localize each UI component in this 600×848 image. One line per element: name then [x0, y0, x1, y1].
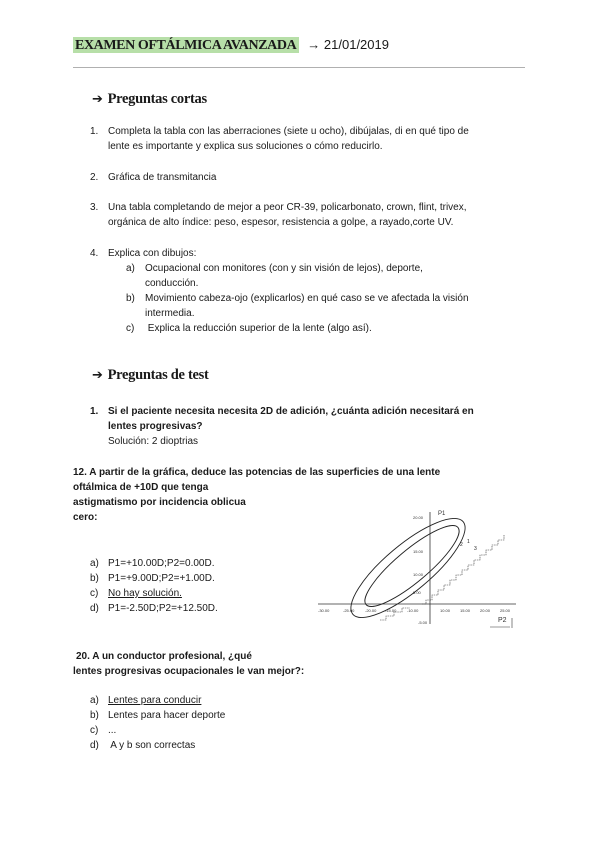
- option-text: P1=+9.00D;P2=+1.00D.: [108, 573, 215, 584]
- curve-label: 1: [467, 539, 470, 545]
- x-tick-label: 20.00: [480, 608, 491, 613]
- answer-option[interactable]: [90, 586, 218, 601]
- list-item-text: Gráfica de transmitancia: [108, 172, 217, 183]
- option-text: No hay solución.: [108, 588, 182, 599]
- list-item-text: lente es importante y explica sus soluciones o cómo reducirlo.: [108, 141, 383, 152]
- option-text: A y b son correctas: [108, 740, 196, 751]
- question-text: Si el paciente necesita necesita 2D de adición, ¿cuánta adición necesitará en: [108, 406, 474, 417]
- y-axis-label: P1: [438, 511, 446, 517]
- answer-option[interactable]: [90, 708, 225, 723]
- x-axis-label: P2: [498, 617, 507, 624]
- list-item-text: orgánica de alto índice: peso, espesor, resistencia a golpe, a rayado,corte UV.: [108, 217, 454, 228]
- stepped-curve: [422, 535, 504, 604]
- list-number: 2.: [90, 172, 99, 183]
- sub-list-text: intermedia.: [145, 308, 195, 319]
- list-number: 4.: [90, 248, 99, 259]
- list-number: 3.: [90, 202, 99, 213]
- question-text: oftálmica de +10D que tenga: [73, 482, 209, 493]
- question-text: astigmatismo por incidencia oblicua: [73, 497, 246, 508]
- sub-list-text: conducción.: [145, 278, 199, 289]
- power-surface-graph: [310, 506, 522, 634]
- answer-option[interactable]: [90, 738, 225, 753]
- question-20-options: [90, 693, 225, 753]
- x-tick-label: -15.00: [385, 608, 397, 613]
- x-tick-label: -30.00: [318, 608, 330, 613]
- answer-option[interactable]: [90, 723, 225, 738]
- x-tick-label: -10.00: [407, 608, 419, 613]
- question-number: 1.: [90, 406, 99, 417]
- option-letter: c): [90, 588, 99, 599]
- bottom-tick-label: -5.00: [418, 620, 428, 625]
- list-number: 1.: [90, 126, 99, 137]
- y-tick-label: 20.00: [413, 515, 424, 520]
- question-12-options: [90, 556, 218, 616]
- sub-list-letter: c): [126, 323, 135, 334]
- list-item-text: Completa la tabla con las aberraciones (siete u ocho), dibújalas, di en qué tipo de: [108, 126, 469, 137]
- option-letter: d): [90, 740, 99, 751]
- section-title: Preguntas de test: [107, 367, 209, 383]
- list-item: [90, 170, 216, 185]
- exam-date: → 21/01/2019: [307, 37, 389, 52]
- list-item-text: Una tabla completando de mejor a peor CR-39, policarbonato, crown, flint, trivex,: [108, 202, 467, 213]
- question-answer: Solución: 2 dioptrias: [108, 436, 199, 447]
- list-item: [90, 200, 467, 230]
- option-letter: b): [90, 710, 99, 721]
- x-tick-label: -20.00: [365, 608, 377, 613]
- sub-list-text: Explica la reducción superior de la lente (algo así).: [145, 323, 372, 334]
- y-tick-label: 5.00: [413, 590, 421, 595]
- ellipse-curve-inner: [356, 515, 468, 617]
- option-text: Lentes para hacer deporte: [108, 710, 226, 721]
- section-heading-preguntas-cortas: [92, 91, 207, 108]
- header-divider: [73, 67, 525, 68]
- option-letter: a): [90, 695, 99, 706]
- option-letter: d): [90, 603, 99, 614]
- question-text: lentes progresivas ocupacionales le van mejor?:: [73, 666, 305, 677]
- x-tick-label: 10.00: [440, 608, 451, 613]
- y-tick-label: 10.00: [413, 572, 424, 577]
- question-1: [90, 404, 474, 449]
- arrow-right-icon: ➔: [92, 368, 103, 383]
- list-item-text: Explica con dibujos:: [108, 248, 197, 259]
- sub-list-letter: a): [126, 263, 135, 274]
- x-tick-label: -25.00: [343, 608, 355, 613]
- sub-list-letter: b): [126, 293, 135, 304]
- exam-title: EXAMEN OFTÁLMICA AVANZADA: [73, 37, 299, 53]
- option-letter: b): [90, 573, 99, 584]
- option-text: P1=-2.50D;P2=+12.50D.: [108, 603, 218, 614]
- option-letter: c): [90, 725, 99, 736]
- answer-option[interactable]: [90, 693, 225, 708]
- list-item: [90, 246, 196, 261]
- sub-list-text: Ocupacional con monitores (con y sin visión de lejos), deporte,: [145, 263, 423, 274]
- x-tick-label: 15.00: [460, 608, 471, 613]
- sub-list-text: Movimiento cabeza-ojo (explicarlos) en qué caso se ve afectada la visión: [145, 293, 469, 304]
- option-text: Lentes para conducir: [108, 695, 202, 706]
- option-text: ...: [108, 725, 117, 736]
- ellipse-curve-outer: [338, 506, 478, 632]
- sub-list-item: [126, 291, 469, 321]
- list-item: [90, 124, 469, 154]
- sub-list-item: [126, 261, 423, 291]
- answer-option[interactable]: [90, 556, 218, 571]
- question-text: 20. A un conductor profesional, ¿qué: [76, 651, 252, 662]
- y-tick-label: 15.00: [413, 549, 424, 554]
- x-tick-label: 25.00: [500, 608, 511, 613]
- arrow-right-icon: ➔: [92, 92, 103, 107]
- question-text: lentes progresivas?: [108, 421, 203, 432]
- sub-list-item: [126, 321, 372, 336]
- question-text: 12. A partir de la gráfica, deduce las potencias de las superficies de una lente: [73, 467, 441, 478]
- option-text: P1=+10.00D;P2=0.00D.: [108, 558, 215, 569]
- question-text: cero:: [73, 512, 98, 523]
- question-20: [73, 649, 304, 679]
- section-title: Preguntas cortas: [107, 91, 207, 107]
- section-heading-preguntas-de-test: [92, 367, 209, 384]
- curve-label: 3: [474, 546, 477, 552]
- answer-option[interactable]: [90, 601, 218, 616]
- option-letter: a): [90, 558, 99, 569]
- document-header: [73, 37, 389, 54]
- curve-label: 2: [460, 542, 463, 548]
- answer-option[interactable]: [90, 571, 218, 586]
